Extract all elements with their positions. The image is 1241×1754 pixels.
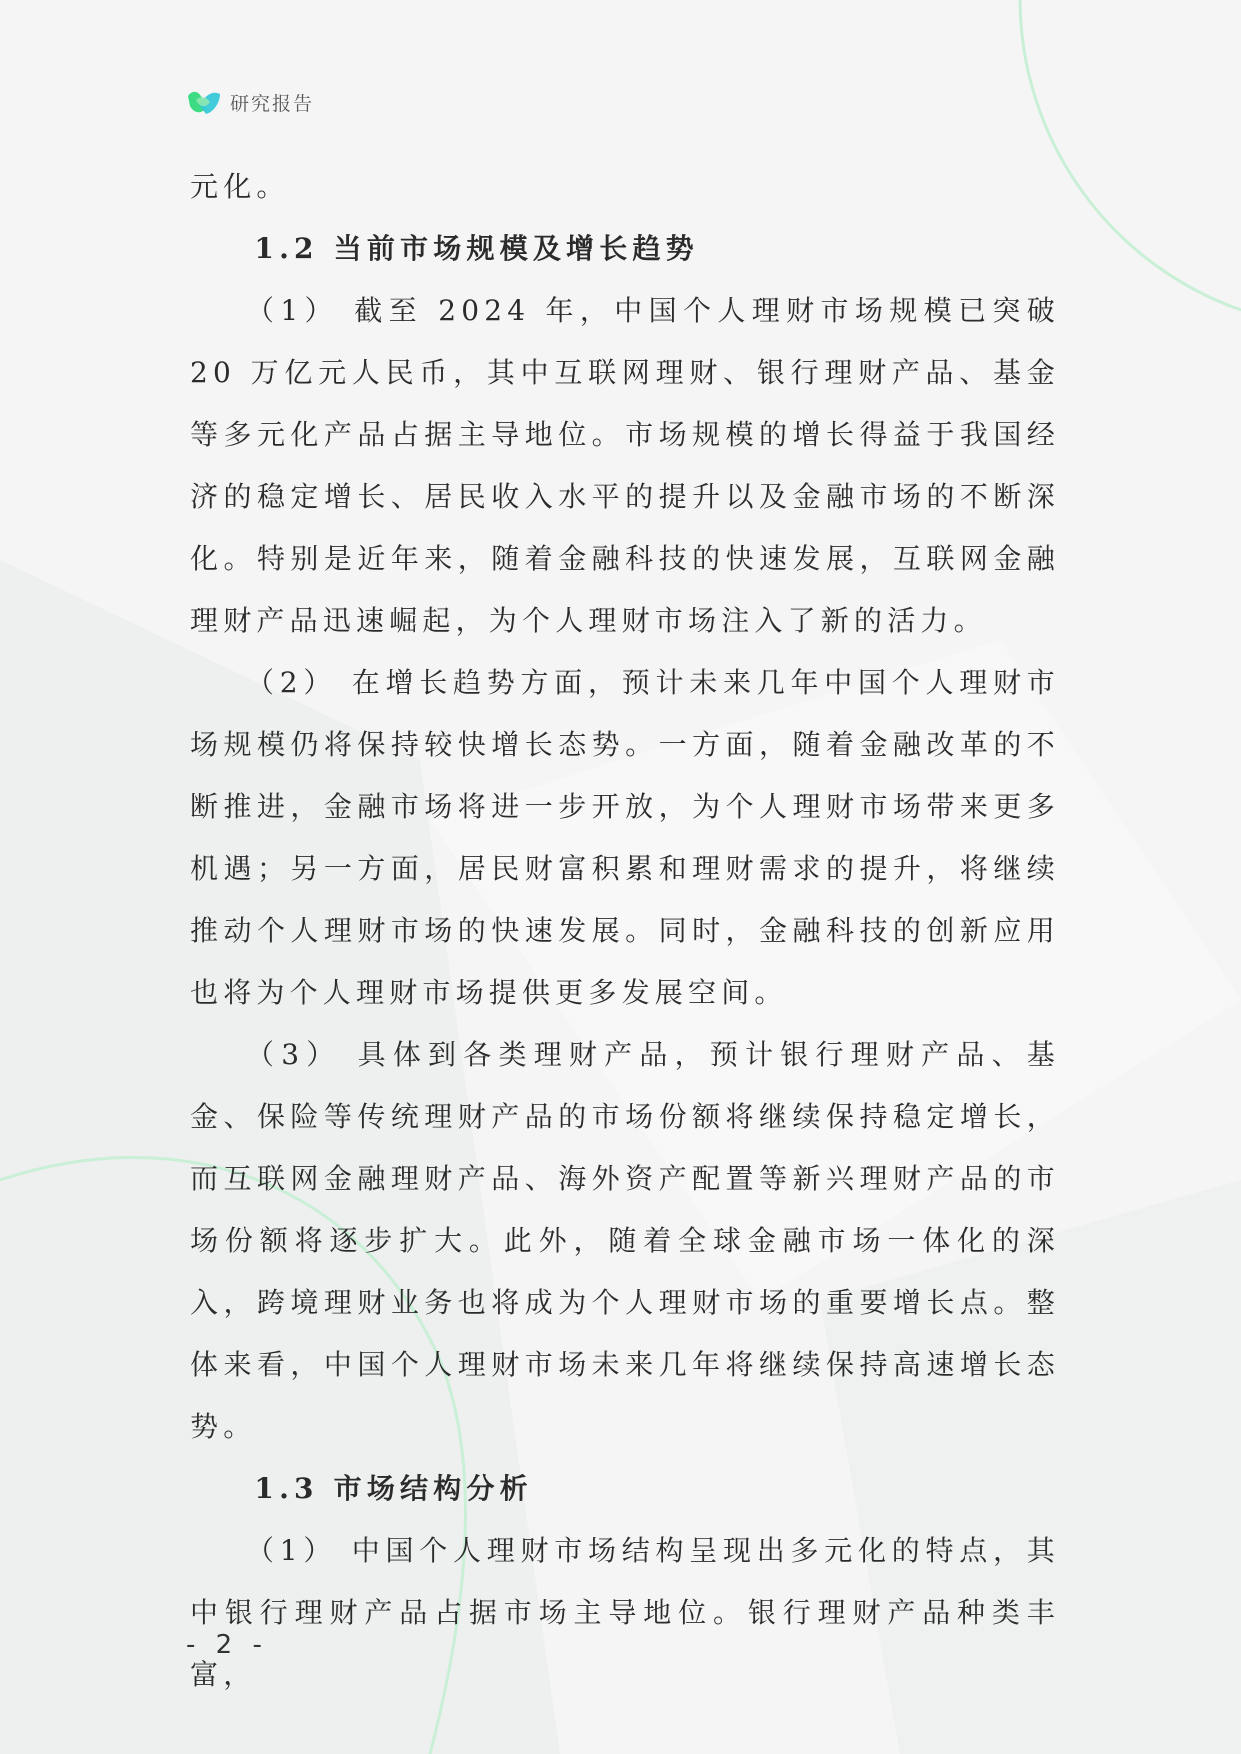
header-title: 研究报告 [230,92,315,115]
section-heading-1-3: 1.3 市场结构分析 [254,1472,533,1505]
paragraph-1: （1） 截至 2024 年，中国个人理财市场规模已突破 20 万亿元人民币，其中互联网理财、银行理财产品、基金等多元化产品占据主导地位。市场规模的增长得益于我国经济的稳定增长、居民收入水平的提升以及金融市场的不断深化。特别是近年来，随着金融科技的快速发展，互联网金融理财产品迅速崛起，为个人理财市场注入了新的活力。 [190,294,1060,637]
report-body [190,156,1060,1706]
brand-logo-icon [186,86,222,118]
paragraph-3: （3） 具体到各类理财产品，预计银行理财产品、基金、保险等传统理财产品的市场份额将继续保持稳定增长，而互联网金融理财产品、海外资产配置等新兴理财产品的市场份额将逐步扩大。此外，随着全球金融市场一体化的深入，跨境理财业务也将成为个人理财市场的重要增长点。整体来看，中国个人理财市场未来几年将继续保持高速增长态势。 [190,1038,1060,1443]
paragraph-4: （1） 中国个人理财市场结构呈现出多元化的特点，其中银行理财产品占据市场主导地位。银行理财产品种类丰富， [190,1534,1060,1691]
page-header [186,86,314,118]
page-number: - 2 - [186,1630,268,1660]
paragraph-continuation: 元化。 [190,170,290,203]
section-heading-1-2: 1.2 当前市场规模及增长趋势 [254,232,699,265]
paragraph-2: （2） 在增长趋势方面，预计未来几年中国个人理财市场规模仍将保持较快增长态势。一方面，随着金融改革的不断推进，金融市场将进一步开放，为个人理财市场带来更多机遇；另一方面，居民财富积累和理财需求的提升，将继续推动个人理财市场的快速发展。同时，金融科技的创新应用也将为个人理财市场提供更多发展空间。 [190,666,1060,1009]
